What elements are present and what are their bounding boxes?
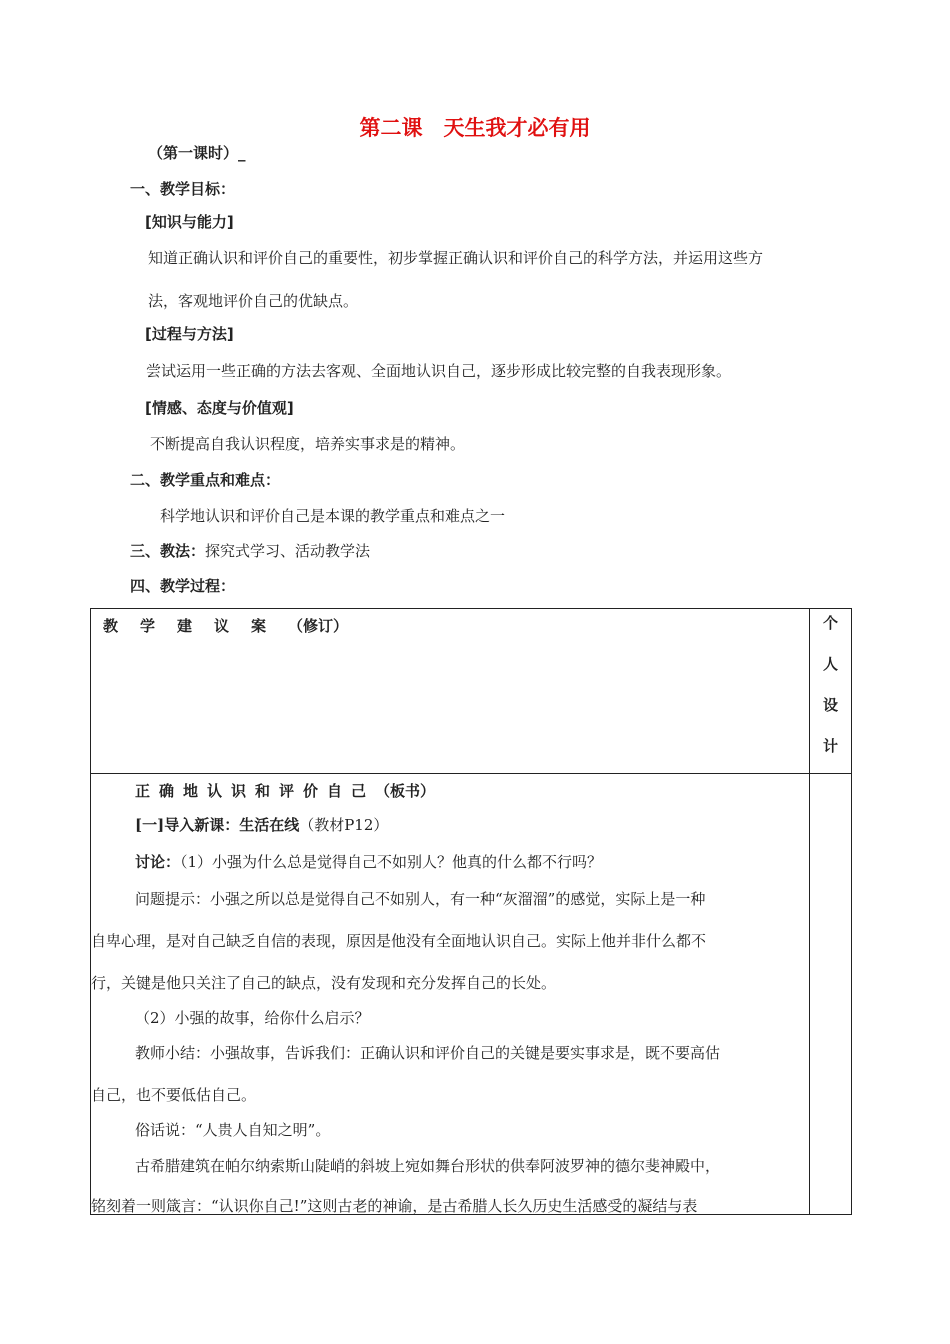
process-heading: [过程与方法] <box>145 325 234 343</box>
greek-line1: 古希腊建筑在帕尔纳索斯山陡峭的斜坡上宛如舞台形状的供奉阿波罗神的德尔斐神殿中， <box>135 1157 721 1175</box>
keypoints-text: 科学地认识和评价自己是本课的教学重点和难点之一 <box>160 507 506 525</box>
method-heading: 三、教法： <box>130 542 206 560</box>
question-2: （2）小强的故事，给你什么启示？ <box>135 1009 370 1027</box>
side-char-1: 个 <box>822 614 838 632</box>
table-header-label: 教学建议案（修订） <box>103 617 349 635</box>
emotion-text: 不断提高自我认识程度，培养实事求是的精神。 <box>150 435 466 453</box>
knowledge-text-line2: 法，客观地评价自己的优缺点。 <box>148 292 359 310</box>
discuss-line: 讨论：（1）小强为什么总是觉得自己不如别人？他真的什么都不行吗？ <box>135 853 603 871</box>
board-title: 正确地认识和评价自己（板书） <box>135 782 436 800</box>
section-process-heading: 四、教学过程： <box>130 577 236 595</box>
intro-line: [一]导入新课：生活在线（教材P12） <box>135 816 389 834</box>
method-text: 探究式学习、活动教学法 <box>205 542 371 560</box>
greek-line2: 铭刻着一则箴言：“认识你自己!”这则古老的神谕，是古希腊人长久历史生活感受的凝结与表 <box>91 1197 698 1215</box>
proverb-line: 俗话说：“人贵人自知之明”。 <box>135 1121 331 1139</box>
hint-line1: 问题提示：小强之所以总是觉得自己不如别人，有一种“灰溜溜”的感觉，实际上是一种 <box>135 890 706 908</box>
knowledge-text-line1: 知道正确认识和评价自己的重要性，初步掌握正确认识和评价自己的科学方法，并运用这些方 <box>148 249 764 267</box>
emotion-heading: [情感、态度与价值观] <box>145 399 294 417</box>
table-content-cell <box>91 774 810 1215</box>
section-objectives-heading: 一、教学目标： <box>130 180 236 198</box>
hint-line3: 行，关键是他只关注了自己的缺点，没有发现和充分发挥自己的长处。 <box>91 974 557 992</box>
side-char-3: 设 <box>822 696 838 714</box>
lesson-period: （第一课时）_ <box>148 144 246 162</box>
personal-design-cell <box>810 774 852 1215</box>
hint-line2: 自卑心理，是对自己缺乏自信的表现，原因是他没有全面地认识自己。实际上他并非什么都不 <box>91 932 707 950</box>
summary-line2: 自己，也不要低估自己。 <box>91 1086 257 1104</box>
personal-design-header <box>810 609 852 774</box>
summary-line1: 教师小结：小强故事，告诉我们：正确认识和评价自己的关键是要实事求是，既不要高估 <box>135 1044 721 1062</box>
lesson-title: 第二课 天生我才必有用 <box>359 116 591 140</box>
side-char-4: 计 <box>822 737 838 755</box>
process-text: 尝试运用一些正确的方法去客观、全面地认识自己，逐步形成比较完整的自我表现形象。 <box>146 362 732 380</box>
section-keypoints-heading: 二、教学重点和难点： <box>130 471 281 489</box>
knowledge-heading: [知识与能力] <box>145 213 234 231</box>
table-header-cell <box>91 609 810 774</box>
section-method <box>130 540 370 561</box>
side-char-2: 人 <box>822 655 838 673</box>
teaching-process-table <box>90 608 852 1215</box>
